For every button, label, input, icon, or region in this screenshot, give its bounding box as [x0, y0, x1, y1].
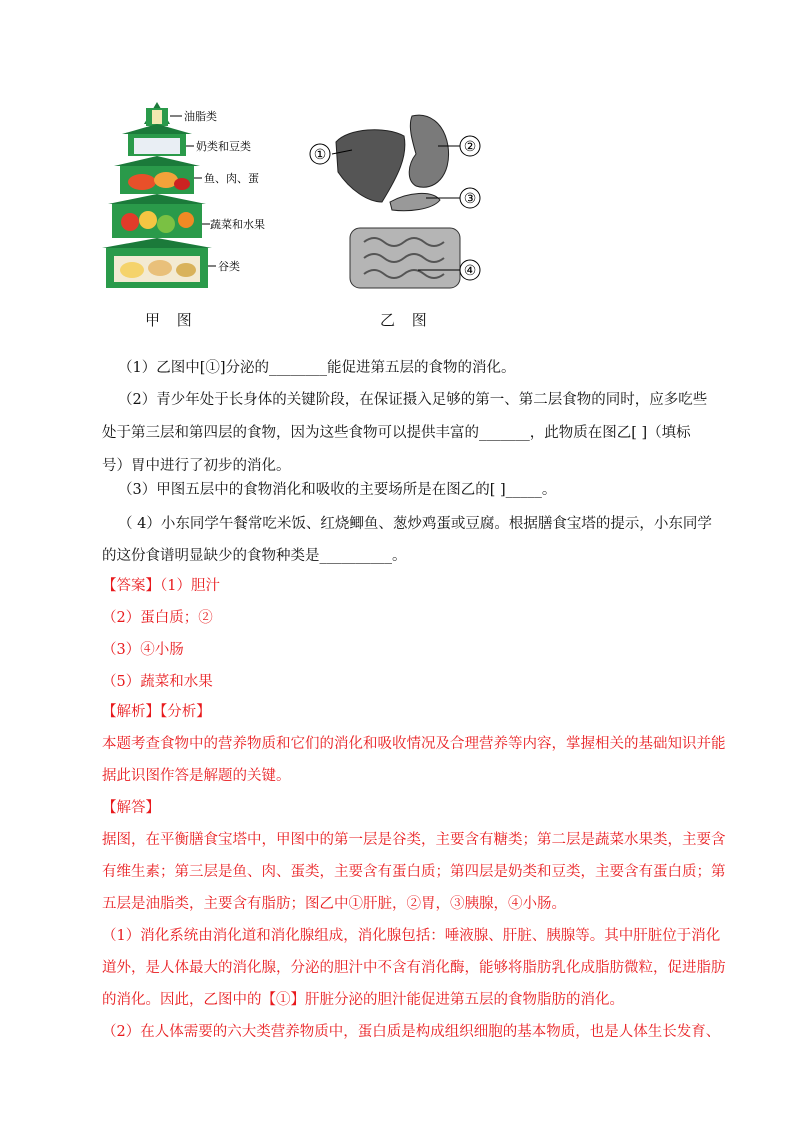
analysis-p4-line-1: （2）在人体需要的六大类营养物质中，蛋白质是构成组织细胞的基本物质，也是人体生长发育、 [102, 1024, 721, 1040]
digestive-system-figure [308, 106, 490, 296]
question-3: （3）甲图五层中的食物消化和吸收的主要场所是在图乙的[ ]_____。 [118, 482, 557, 498]
figure-a-caption: 甲 图 [145, 311, 198, 329]
food-pyramid-figure [102, 96, 272, 292]
question-4-line-1: （ 4）小东同学午餐常吃米饭、红烧鲫鱼、葱炒鸡蛋或豆腐。根据膳食宝塔的提示，小东同学 [118, 516, 712, 532]
question-2-line-1: （2）青少年处于长身体的关键阶段，在保证摄入足够的第一、第二层食物的同时，应多吃些 [118, 392, 708, 408]
question-1: （1）乙图中[①]分泌的________能促进第五层的食物的消化。 [118, 360, 516, 376]
analysis-tag: 【解析】【分析】 [102, 704, 211, 720]
answer-1: （1）胆汁 [160, 578, 220, 594]
level-label-oil: 油脂类 [184, 110, 217, 123]
question-2-line-3: 号）胃中进行了初步的消化。 [102, 458, 291, 474]
answer-tag: 【答案】 [102, 578, 160, 594]
answer-2: （2）蛋白质；② [102, 610, 213, 626]
analysis-p3-line-1: （1）消化系统由消化道和消化腺组成，消化腺包括：唾液腺、肝脏、胰腺等。其中肝脏位于消化 [102, 928, 721, 944]
question-2-line-2: 处于第三层和第四层的食物，因为这些食物可以提供丰富的_______，此物质在图乙[ ]（填标 [102, 425, 691, 441]
analysis-p3-line-3: 的消化。因此，乙图中的【①】肝脏分泌的胆汁能促进第五层的食物脂肪的消化。 [102, 992, 624, 1008]
answer-5: （5）蔬菜和水果 [102, 674, 213, 690]
level-label-dairy: 奶类和豆类 [196, 140, 251, 153]
answer-line-1 [102, 576, 220, 596]
analysis-p2-line-3: 五层是油脂类，主要含有脂肪；图乙中①肝脏，②胃，③胰腺，④小肠。 [102, 896, 566, 912]
level-label-grain: 谷类 [218, 260, 240, 273]
organ-label-2: ② [463, 139, 477, 155]
level-label-veg: 蔬菜和水果 [210, 218, 265, 231]
organ-label-4: ④ [463, 263, 477, 279]
level-label-meat: 鱼、肉、蛋 [204, 172, 259, 185]
solution-tag: 【解答】 [102, 800, 160, 816]
organ-label-3: ③ [463, 191, 477, 207]
answer-3: （3）④小肠 [102, 642, 184, 658]
analysis-p1-line-1: 本题考查食物中的营养物质和它们的消化和吸收情况及合理营养等内容，掌握相关的基础知识并能 [102, 736, 726, 752]
question-4-line-2: 的这份食谱明显缺少的食物种类是__________。 [102, 548, 407, 564]
analysis-p1-line-2: 据此识图作答是解题的关键。 [102, 768, 291, 784]
organ-label-1: ① [313, 147, 327, 163]
figure-b-caption: 乙 图 [380, 311, 433, 329]
analysis-p3-line-2: 道外，是人体最大的消化腺，分泌的胆汁中不含有消化酶，能够将脂肪乳化成脂肪微粒，促进脂肪 [102, 960, 726, 976]
analysis-p2-line-1: 据图，在平衡膳食宝塔中，甲图中的第一层是谷类，主要含有糖类；第二层是蔬菜水果类，主要含 [102, 832, 726, 848]
analysis-p2-line-2: 有维生素；第三层是鱼、肉、蛋类，主要含有蛋白质；第四层是奶类和豆类，主要含有蛋白质；第 [102, 864, 726, 880]
